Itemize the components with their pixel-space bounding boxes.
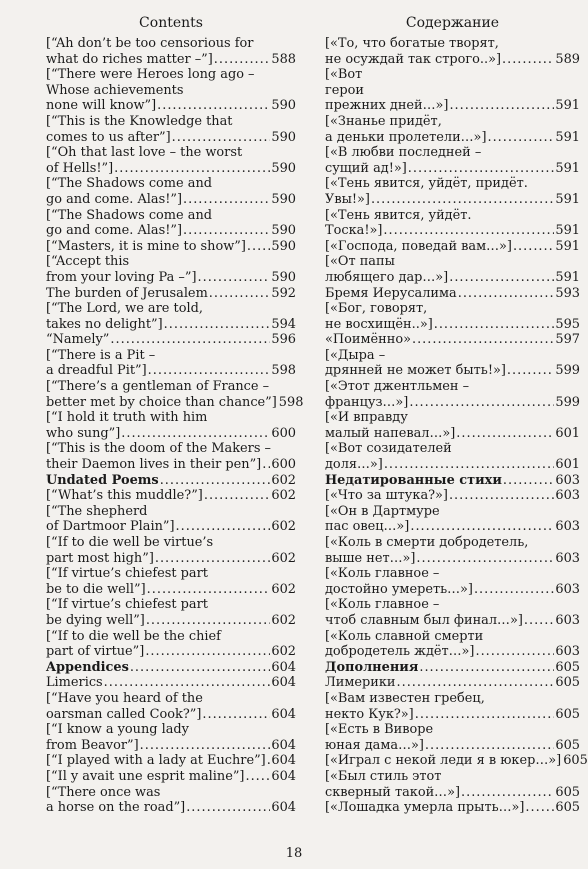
entry-title-line: Undated Poems (46, 472, 159, 488)
toc-entry (325, 504, 580, 535)
dot-leader (110, 332, 270, 348)
page-ref: 594 (271, 316, 296, 332)
entry-title-line: [«Знанье придёт, (325, 113, 442, 129)
toc-entry (46, 332, 296, 348)
toc-entry (46, 348, 296, 379)
entry-title-line: [“If virtue’s chiefest part (46, 597, 208, 613)
entry-title-line: любящего дар…»] (325, 269, 449, 285)
dot-leader (461, 785, 554, 801)
toc-entry (46, 286, 296, 302)
toc-entry (325, 286, 580, 302)
page-ref: 591 (555, 238, 580, 254)
page-ref: 603 (555, 612, 580, 628)
toc-entry (325, 691, 580, 722)
entry-title-line: [“Il y avait une esprit maline”] (46, 768, 245, 784)
toc-entry (325, 441, 580, 472)
dot-leader (502, 52, 554, 68)
entry-title-line: достойно умереть…»] (325, 581, 473, 597)
toc-entry (325, 722, 580, 753)
entry-title-line: пас овец…»] (325, 519, 410, 535)
toc-section-heading (325, 660, 580, 676)
entry-title-line: who sung”] (46, 425, 121, 441)
entry-title-line: from Beavor”] (46, 737, 139, 753)
toc-entry (46, 36, 296, 67)
entry-title-line: Whose achievements (46, 82, 184, 98)
page-ref: 595 (555, 316, 580, 332)
entry-title-line: [«Был стиль этот (325, 768, 442, 784)
entry-title-line: [“I played with a lady at Euchre”] (46, 753, 266, 769)
toc-entry (325, 769, 580, 800)
dot-leader (148, 363, 271, 379)
toc-entry (46, 597, 296, 628)
toc-entry (325, 67, 580, 114)
entry-title-line: [«И вправду (325, 410, 408, 426)
page-ref: 591 (555, 223, 580, 239)
page-ref: 605 (555, 659, 580, 675)
dot-leader (474, 582, 554, 598)
toc-entry (325, 348, 580, 379)
entry-title-line: [«Лошадка умерла прыть…»] (325, 800, 525, 816)
dot-leader (164, 317, 271, 333)
entry-title-line: their Daemon lives in their pen”] (46, 457, 262, 473)
page-ref: 599 (555, 363, 580, 379)
entry-title-line: [“There’s a gentleman of France – (46, 379, 270, 395)
toc-entry (325, 566, 580, 597)
dot-leader (449, 98, 554, 114)
dot-leader (503, 473, 554, 489)
toc-entries (46, 36, 304, 816)
contents-column-english (46, 14, 304, 816)
entry-title-line: [“There once was (46, 784, 161, 800)
dot-leader (415, 707, 555, 723)
toc-entry (46, 67, 296, 114)
entry-title-line: [«Этот джентльмен – (325, 379, 470, 395)
dot-leader (507, 363, 554, 379)
page-ref: 596 (271, 332, 296, 348)
toc-entry (46, 239, 296, 255)
entry-title-line: [“If to die well be the chief (46, 628, 221, 644)
toc-entry (325, 629, 580, 660)
dot-leader (202, 707, 270, 723)
entry-title-line: [«Бог, говорят, (325, 301, 428, 317)
dot-leader (383, 223, 554, 239)
toc-entry (46, 145, 296, 176)
entry-title-line: «Поимённо» (325, 332, 411, 348)
entry-title-line: [«Что за штука?»] (325, 488, 448, 504)
entry-title-line: чтоб славным был финал…»] (325, 612, 523, 628)
entry-title-line: better met by choice than chance”] (46, 394, 277, 410)
page-ref: 592 (271, 285, 296, 301)
page-ref: 590 (271, 269, 296, 285)
page-ref: 605 (555, 706, 580, 722)
dot-leader (371, 192, 554, 208)
page-number: 18 (285, 846, 303, 861)
entry-title-line: [“If virtue’s chiefest part (46, 566, 208, 582)
page-ref: 593 (555, 285, 580, 301)
page-ref: 602 (271, 644, 296, 660)
entry-title-line: [«Вам известен гребец, (325, 690, 485, 706)
page-ref: 598 (278, 394, 304, 410)
page-ref: 590 (271, 160, 296, 176)
entry-title-line: [«Тень явится, уйдёт. (325, 207, 472, 223)
entry-title-line: takes no delight”] (46, 316, 163, 332)
dot-leader (397, 675, 555, 691)
entry-title-line: [«Он в Дартмуре (325, 503, 440, 519)
toc-entry (325, 145, 580, 176)
entry-title-line: [«Есть в Виворе (325, 722, 434, 738)
column-heading: Contents (139, 15, 203, 31)
entry-title-line: Бремя Иерусалима (325, 285, 457, 301)
page-ref: 590 (271, 191, 296, 207)
dot-leader (214, 52, 271, 68)
toc-entry (46, 722, 296, 753)
entry-title-line: сущий ад!»] (325, 160, 407, 176)
dot-leader (114, 161, 270, 177)
entry-title-line: дрянней не может быть!»] (325, 363, 506, 379)
toc-entry (325, 410, 580, 441)
dot-leader (475, 644, 554, 660)
entry-title-line: a horse on the road”] (46, 800, 186, 816)
toc-entry (46, 488, 296, 504)
page-ref: 604 (271, 768, 296, 784)
entry-title-line: go and come. Alas!”] (46, 191, 183, 207)
page-ref: 601 (555, 425, 580, 441)
entry-title-line: Дополнения (325, 659, 419, 675)
dot-leader (410, 519, 554, 535)
page-ref: 603 (555, 472, 580, 488)
dot-leader (449, 488, 554, 504)
entry-title-line: Тоска!»] (325, 223, 383, 239)
entry-title-line: [“Oh that last love – the worst (46, 145, 243, 161)
toc-entry (46, 769, 296, 785)
dot-leader (412, 332, 554, 348)
entry-title-line: доля…»] (325, 457, 383, 473)
dot-leader (267, 753, 271, 769)
page-ref: 603 (555, 644, 580, 660)
entry-title-line: [«От папы (325, 254, 395, 270)
page-ref: 605 (555, 800, 580, 816)
toc-entry (325, 379, 580, 410)
entry-title-line: [«Коль славной смерти (325, 628, 484, 644)
entry-title-line: Appendices (46, 659, 129, 675)
dot-leader (456, 426, 554, 442)
toc-entry (46, 208, 296, 239)
entry-title-line: герои (325, 82, 364, 98)
page-ref: 591 (555, 98, 580, 114)
entry-title-line: [«Господа, поведай вам…»] (325, 238, 512, 254)
entry-title-line: go and come. Alas!”] (46, 223, 183, 239)
entry-title-line: [«То, что богатые творят, (325, 36, 499, 51)
toc-entry (46, 785, 296, 816)
entry-title-line: a dreadful Pit”] (46, 363, 147, 379)
toc-entry (46, 176, 296, 207)
entry-title-line: Лимерики (325, 675, 396, 691)
page-ref: 603 (555, 519, 580, 535)
entry-title-line: Увы!»] (325, 191, 370, 207)
entry-title-line: [“If to die well be virtue’s (46, 535, 214, 550)
entry-title-line: выше нет…»] (325, 550, 416, 566)
dot-leader (384, 457, 555, 473)
page-ref: 600 (271, 425, 296, 441)
toc-entry (325, 800, 580, 816)
entry-title-line: of Hells!”] (46, 160, 114, 176)
dot-leader (186, 800, 270, 816)
entry-title-line: of Dartmoor Plain”] (46, 519, 175, 535)
entry-title-line: [“Masters, it is mine to show”] (46, 238, 246, 254)
page-ref: 602 (271, 519, 296, 535)
toc-section-heading (325, 473, 580, 489)
page-ref: 604 (271, 706, 296, 722)
page-ref: 591 (555, 129, 580, 145)
page-ref: 603 (555, 550, 580, 566)
entry-title-line: The burden of Jerusalem (46, 285, 208, 301)
dot-leader (524, 613, 555, 629)
entry-title-line: [“Have you heard of the (46, 690, 203, 706)
page-ref: 590 (271, 238, 296, 254)
dot-leader (145, 644, 270, 660)
toc-section-heading (46, 473, 296, 489)
dot-leader (209, 286, 271, 302)
entry-title-line: [“I know a young lady (46, 722, 189, 738)
toc-entry (46, 535, 296, 566)
dot-leader (419, 660, 554, 676)
dot-leader (416, 551, 554, 567)
entry-title-line: малый напевал…»] (325, 425, 456, 441)
page-ref: 605 (555, 675, 580, 691)
entry-title-line: [“The Lord, we are told, (46, 301, 203, 317)
page-ref: 605 (555, 784, 580, 800)
page-ref: 604 (271, 659, 296, 675)
toc-entry (46, 691, 296, 722)
page-ref: 602 (271, 581, 296, 597)
entry-title-line: добродетель ждёт…»] (325, 644, 475, 660)
page-ref: 604 (271, 675, 296, 691)
entry-title-line: [«Тень явится, уйдёт, придёт. (325, 176, 528, 192)
page-ref: 589 (555, 51, 580, 67)
dot-leader (204, 488, 271, 504)
entry-title-line: [“This is the doom of the Makers – (46, 441, 271, 457)
entry-title-line: [“I hold it truth with him (46, 410, 208, 426)
page-ref: 604 (271, 737, 296, 753)
dot-leader (147, 582, 271, 598)
toc-entry (46, 114, 296, 145)
page-ref: 603 (555, 488, 580, 504)
toc-entries (325, 36, 588, 816)
entry-title-line: be dying well”] (46, 612, 145, 628)
toc-entry (325, 254, 580, 285)
dot-leader (140, 738, 271, 754)
toc-entry (325, 36, 580, 67)
toc-entry (325, 535, 580, 566)
page-ref: 604 (271, 753, 296, 769)
entry-title-line: be to die well”] (46, 581, 146, 597)
toc-entry (46, 566, 296, 597)
page-ref: 602 (271, 472, 296, 488)
dot-leader (198, 270, 271, 286)
dot-leader (121, 426, 270, 442)
entry-title-line: [“There is a Pit – (46, 347, 156, 363)
toc-entry (46, 254, 296, 285)
page-ref: 588 (271, 51, 296, 67)
entry-title-line: а деньки пролетели…»] (325, 129, 487, 145)
entry-title-line: Limerics (46, 675, 103, 691)
dot-leader (425, 738, 555, 754)
entry-title-line: comes to us after”] (46, 129, 171, 145)
entry-title-line: part most high”] (46, 550, 154, 566)
toc-section-heading (46, 660, 296, 676)
toc-entry (46, 379, 304, 410)
contents-column-russian (325, 14, 588, 816)
page-ref: 591 (555, 160, 580, 176)
dot-leader (434, 317, 555, 333)
entry-title-line: [“There were Heroes long ago – (46, 67, 255, 83)
entry-title-line: [«Дыра – (325, 347, 386, 363)
dot-leader (130, 660, 271, 676)
column-heading: Содержание (405, 15, 500, 31)
page-ref: 602 (271, 550, 296, 566)
entry-title-line: юная дама…»] (325, 737, 424, 753)
dot-leader (172, 130, 271, 146)
page-ref: 600 (271, 457, 296, 473)
entry-title-line: from your loving Pa –”] (46, 269, 197, 285)
entry-title-line: [«В любви последней – (325, 145, 482, 161)
toc-entry (325, 488, 580, 504)
dot-leader (146, 613, 271, 629)
entry-title-line: [«Вот созидателей (325, 441, 452, 457)
entry-title-line: “Namely” (46, 332, 110, 348)
dot-leader (160, 473, 271, 489)
entry-title-line: [«Играл с некой леди я в юкер…»] (325, 753, 562, 769)
dot-leader (176, 519, 271, 535)
dot-leader (409, 395, 554, 411)
toc-entry (325, 332, 580, 348)
toc-entry (46, 441, 296, 472)
toc-entry (46, 504, 296, 535)
toc-entry (325, 208, 580, 239)
entry-title-line: некто Кук?»] (325, 706, 414, 722)
page-ref: 601 (555, 457, 580, 473)
page-ref: 604 (271, 800, 296, 816)
toc-entry (325, 675, 580, 691)
dot-leader (487, 130, 554, 146)
entry-title-line: не восхищён..»] (325, 316, 433, 332)
toc-entry (46, 753, 296, 769)
page-ref: 605 (563, 753, 588, 769)
dot-leader (104, 675, 271, 691)
toc-entry (46, 410, 296, 441)
entry-title-line: не осуждай так строго..»] (325, 51, 502, 67)
page-ref: 590 (271, 98, 296, 114)
entry-title-line: oarsman called Cook?”] (46, 706, 202, 722)
page-ref: 603 (555, 581, 580, 597)
dot-leader (449, 270, 554, 286)
entry-title-line: [«Вот (325, 67, 363, 83)
entry-title-line: [«Коль в смерти добродетель, (325, 535, 529, 550)
dot-leader (247, 239, 271, 255)
entry-title-line: [“The Shadows come and (46, 207, 212, 223)
entry-title-line: [«Коль главное – (325, 566, 440, 582)
toc-entry (325, 239, 580, 255)
entry-title-line: [“The shepherd (46, 503, 148, 519)
entry-title-line: [“This is the Knowledge that (46, 113, 233, 129)
entry-title-line: [«Коль главное – (325, 597, 440, 613)
page-ref: 590 (271, 223, 296, 239)
entry-title-line: француз…»] (325, 394, 409, 410)
dot-leader (525, 800, 554, 816)
dot-leader (155, 551, 271, 567)
dot-leader (408, 161, 555, 177)
entry-title-line: part of virtue”] (46, 644, 145, 660)
dot-leader (458, 286, 555, 302)
page-ref: 605 (555, 737, 580, 753)
dot-leader (157, 98, 270, 114)
entry-title-line: none will know”] (46, 98, 157, 114)
toc-entry (325, 301, 580, 332)
toc-entry (46, 675, 296, 691)
toc-entry (46, 629, 296, 660)
page-ref: 602 (271, 612, 296, 628)
dot-leader (262, 457, 270, 473)
page-ref: 602 (271, 488, 296, 504)
page-ref: 591 (555, 191, 580, 207)
toc-entry (325, 114, 580, 145)
entry-title-line: [“Ah don’t be too censorious for (46, 36, 254, 51)
entry-title-line: скверный такой…»] (325, 784, 460, 800)
page-ref: 590 (271, 129, 296, 145)
entry-title-line: what do riches matter –”] (46, 51, 213, 67)
page-ref: 599 (555, 394, 580, 410)
entry-title-line: [“The Shadows come and (46, 176, 212, 192)
toc-entry (325, 597, 580, 628)
toc-entry (325, 753, 588, 769)
toc-entry (46, 301, 296, 332)
entry-title-line: [“What’s this muddle?”] (46, 488, 203, 504)
page-ref: 598 (271, 363, 296, 379)
dot-leader (245, 769, 270, 785)
dot-leader (183, 192, 270, 208)
toc-entry (325, 176, 580, 207)
page-ref: 591 (555, 269, 580, 285)
dot-leader (513, 239, 554, 255)
page-ref: 597 (555, 332, 580, 348)
entry-title-line: прежних дней…»] (325, 98, 449, 114)
dot-leader (183, 223, 270, 239)
entry-title-line: Недатированные стихи (325, 472, 502, 488)
entry-title-line: [“Accept this (46, 254, 130, 270)
